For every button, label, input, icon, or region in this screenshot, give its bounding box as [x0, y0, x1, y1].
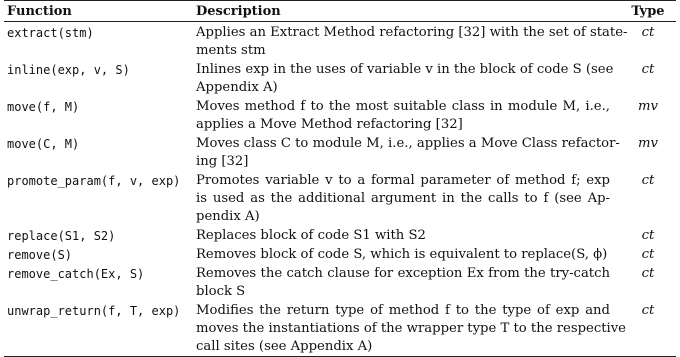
description-line: block S: [196, 284, 246, 299]
type-cell: ct: [641, 266, 655, 281]
type-cell: ct: [641, 25, 655, 40]
description-line: Replaces block of code S1 with S2: [196, 228, 426, 243]
type-cell: mv: [638, 136, 658, 151]
type-cell: mv: [638, 99, 658, 114]
function-cell: move(f, M): [7, 100, 80, 114]
description-cell: [196, 227, 616, 245]
description-line: moves the instantiations of the wrapper type T to the respective: [196, 321, 626, 336]
header-type: Type: [631, 3, 665, 19]
description-line: Inlines exp in the uses of variable v in the block of code S (see: [196, 62, 614, 77]
type-cell: ct: [641, 173, 655, 188]
description-cell: [196, 98, 616, 134]
table-row: [4, 134, 676, 171]
function-cell: unwrap_return(f, T, exp): [7, 304, 181, 318]
function-cell: move(C, M): [7, 137, 80, 151]
description-line: Modifies the return type of method f to the type of exp and: [196, 303, 610, 318]
description-cell: [196, 172, 616, 226]
type-cell: ct: [641, 62, 655, 77]
description-line: Appendix A): [196, 80, 278, 95]
description-cell: [196, 61, 616, 97]
description-cell: [196, 302, 626, 356]
description-cell: [196, 24, 628, 60]
description-line: Removes block of code S, which is equivalent to replace(S, ϕ): [196, 247, 608, 262]
table-row: [4, 264, 676, 301]
function-cell: extract(stm): [7, 26, 94, 40]
description-line: ments stm: [196, 43, 266, 58]
table-row: [4, 60, 676, 97]
table-row: [4, 226, 676, 245]
function-cell: promote_param(f, v, exp): [7, 174, 181, 188]
type-cell: ct: [641, 228, 655, 243]
function-cell: replace(S1, S2): [7, 229, 116, 243]
function-cell: remove(S): [7, 248, 73, 262]
description-line: applies a Move Method refactoring [32]: [196, 117, 463, 132]
description-line: pendix A): [196, 209, 260, 224]
table-header-row: [4, 1, 676, 21]
table-row: [4, 245, 676, 264]
function-cell: inline(exp, v, S): [7, 63, 130, 77]
type-cell: ct: [641, 303, 655, 318]
table-row: [4, 22, 676, 60]
header-function: Function: [7, 3, 72, 19]
description-line: Moves class C to module M, i.e., applies a Move Class refactor-: [196, 136, 620, 151]
description-cell: [196, 135, 620, 171]
description-line: ing [32]: [196, 154, 249, 169]
description-line: is used as the additional argument in the calls to f (see Ap-: [196, 191, 610, 206]
table-row: [4, 97, 676, 134]
table-row: [4, 171, 676, 226]
type-cell: ct: [641, 247, 655, 262]
description-line: Promotes variable v to a formal parameter of method f; exp: [196, 173, 610, 188]
description-line: call sites (see Appendix A): [196, 339, 373, 354]
description-line: Applies an Extract Method refactoring [32] with the set of state-: [196, 25, 628, 40]
description-cell: [196, 265, 616, 301]
function-cell: remove_catch(Ex, S): [7, 267, 145, 281]
table-body: [4, 22, 676, 356]
description-line: Moves method f to the most suitable class in module M, i.e.,: [196, 99, 610, 114]
description-line: Removes the catch clause for exception Ex from the try-catch: [196, 266, 610, 281]
header-description: Description: [196, 3, 281, 19]
table-row: [4, 301, 676, 356]
refactoring-functions-table: [4, 0, 676, 357]
description-cell: [196, 246, 616, 264]
